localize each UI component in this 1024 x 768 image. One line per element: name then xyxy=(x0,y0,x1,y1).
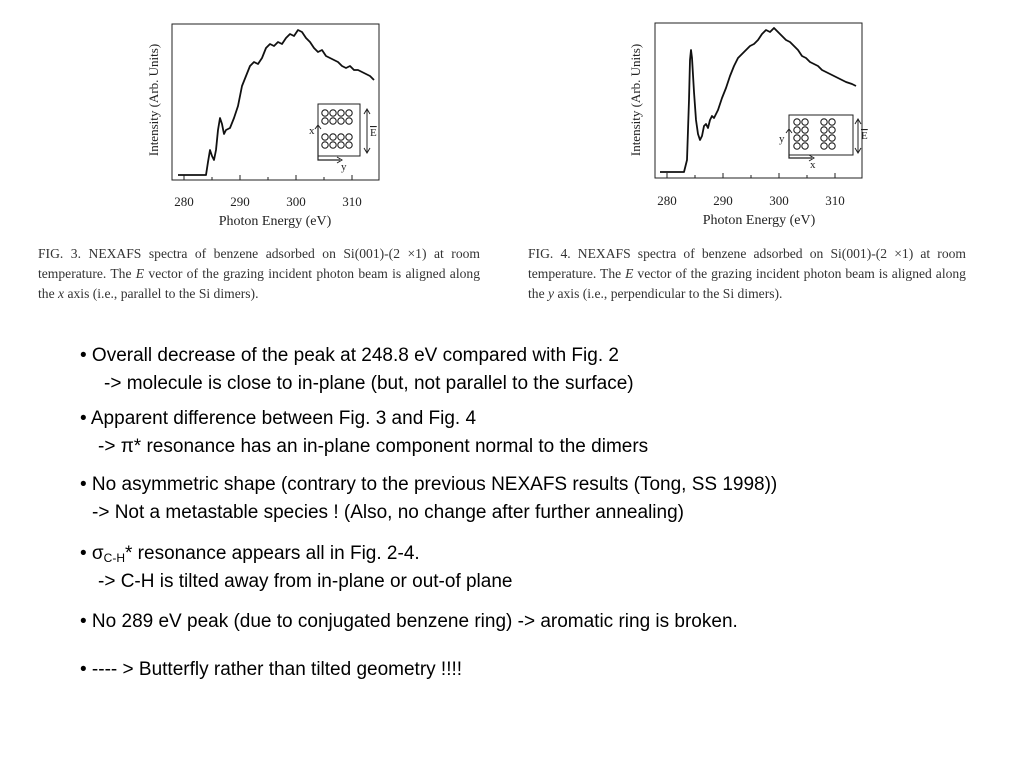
y-axis-label: Intensity (Arb. Units) xyxy=(146,43,161,157)
figure-4-plot xyxy=(512,0,1024,240)
bullet-point: • Apparent difference between Fig. 3 and Fig. 4 xyxy=(80,408,477,429)
caption-text: axis (i.e., perpendicular to the Si dimers). xyxy=(554,286,783,301)
x-axis-label: Photon Energy (eV) xyxy=(218,214,332,229)
x-tick-label: 280 xyxy=(657,193,677,208)
inset-axis-label: y xyxy=(341,161,347,173)
spectrum-curve xyxy=(660,28,856,172)
inset-axis-label: y xyxy=(779,133,785,145)
spectrum-curve xyxy=(178,30,374,175)
inset-diagram xyxy=(786,115,861,161)
caption-axis-symbol: x xyxy=(58,286,65,301)
bullet-subpoint: -> Not a metastable species ! (Also, no change after further annealing) xyxy=(92,502,684,523)
x-ticks xyxy=(667,173,835,178)
caption-vector-symbol: E xyxy=(135,266,145,281)
caption-vector-symbol: E xyxy=(625,266,634,281)
x-ticks xyxy=(184,175,352,180)
figure-4-caption xyxy=(528,244,966,304)
bullet-point: • No 289 eV peak (due to conjugated benzene ring) -> aromatic ring is broken. xyxy=(80,611,738,632)
caption-text: FIG. 3. NEXAFS spectra of benzene adsorbed on Si(001)-(2 ×1) at room temperature. The xyxy=(38,246,480,281)
x-axis-label: Photon Energy (eV) xyxy=(702,213,816,228)
x-tick-label: 310 xyxy=(342,194,362,209)
caption-axis-symbol: y xyxy=(548,286,555,301)
bullet-point: • ---- > Butterfly rather than tilted geometry !!!! xyxy=(80,659,463,680)
inset-diagram xyxy=(315,104,370,163)
x-tick-label: 280 xyxy=(174,194,194,209)
plot-frame xyxy=(172,24,379,180)
inset-axis-label: x xyxy=(810,159,816,171)
bullet-subpoint: -> π* resonance has an in-plane component normal to the dimers xyxy=(98,436,649,457)
subscript: C-H xyxy=(103,551,125,565)
figure-3-plot xyxy=(0,0,512,240)
caption-text: vector of the grazing incident photon beam is aligned along the xyxy=(38,266,480,301)
x-tick-label: 290 xyxy=(230,194,250,209)
bullet-subpoint: -> C-H is tilted away from in-plane or out-of plane xyxy=(98,571,513,592)
y-axis-label: Intensity (Arb. Units) xyxy=(628,43,643,157)
x-tick-label: 310 xyxy=(825,193,845,208)
bullet-point: • No asymmetric shape (contrary to the previous NEXAFS results (Tong, SS 1998)) xyxy=(80,474,778,495)
x-tick-label: 300 xyxy=(769,193,789,208)
caption-text: FIG. 4. NEXAFS spectra of benzene adsorbed on Si(001)-(2 ×1) at room temperature. The xyxy=(528,246,966,281)
inset-axis-label: x xyxy=(309,125,315,137)
inset-vector-label: E xyxy=(861,130,868,142)
bullet-subpoint: -> molecule is close to in-plane (but, not parallel to the surface) xyxy=(104,373,634,394)
x-tick-label: 300 xyxy=(286,194,306,209)
bullet-point: • Overall decrease of the peak at 248.8 eV compared with Fig. 2 xyxy=(80,345,619,366)
bullet-text: • σ xyxy=(80,543,104,564)
x-tick-label: 290 xyxy=(713,193,733,208)
inset-vector-label: E xyxy=(370,127,377,139)
caption-text: axis (i.e., parallel to the Si dimers). xyxy=(64,286,259,301)
figure-3-caption xyxy=(38,244,480,304)
bullet-text: * resonance appears all in Fig. 2-4. xyxy=(125,543,420,564)
caption-text: vector of the grazing incident photon beam is aligned along the xyxy=(528,266,966,301)
